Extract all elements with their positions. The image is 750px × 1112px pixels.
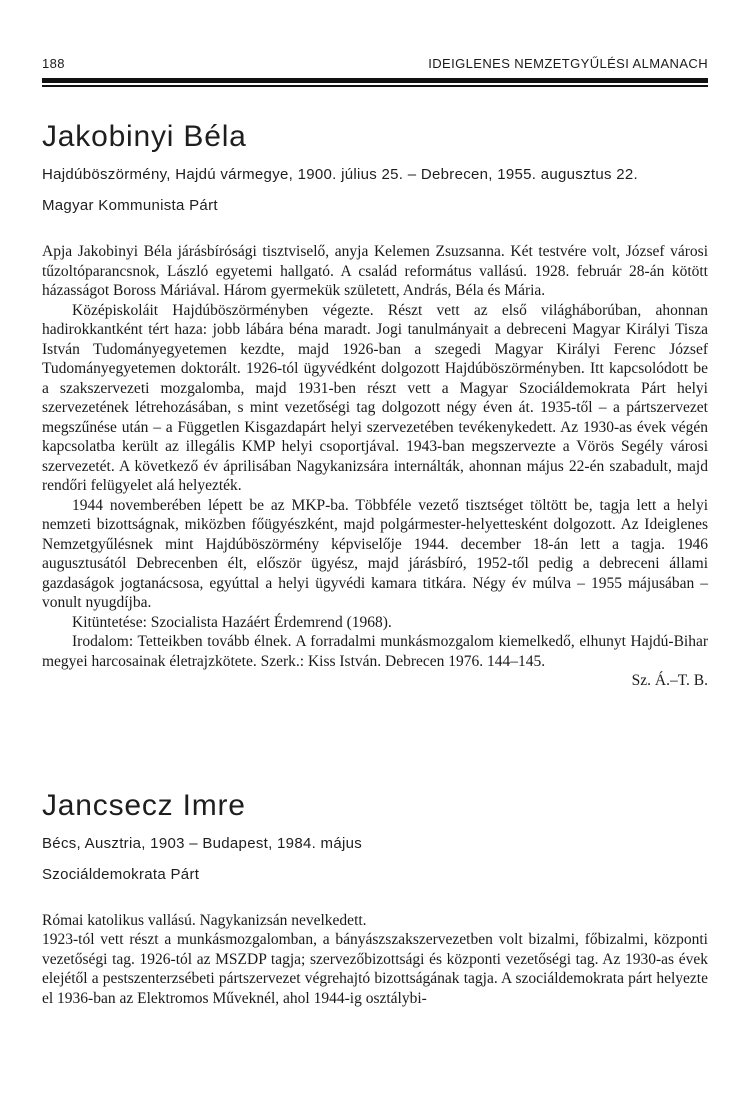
entry-life-dates: Bécs, Ausztria, 1903 – Budapest, 1984. május [42, 834, 363, 852]
bio-paragraph: Római katolikus vallású. Nagykanizsán nevelkedett. [42, 911, 367, 929]
entry-life-dates: Hajdúböszörmény, Hajdú vármegye, 1900. július 25. – Debrecen, 1955. augusztus 22. [42, 166, 639, 183]
entry-biography [42, 911, 708, 1009]
author-initials: Sz. Á.–T. B. [631, 672, 708, 689]
entry-party: Szociáldemokrata Párt [42, 865, 200, 883]
bio-paragraph-literature: Irodalom: Tetteikben tovább élnek. A forradalmi munkásmozgalom kiemelkedő, elhunyt Hajdú-Bihar megyei harcosainak életrajzkötete. Szerk.: Kiss István. Debrecen 1976. 144–145. [42, 633, 708, 670]
bio-paragraph: 1944 novemberében lépett be az MKP-ba. Többféle vezető tisztséget töltött be, tagja lett a helyi nemzeti bizottságnak, miközben főügyészként, majd polgármester-helyettesként dolgozott. Az Ideiglenes Nemzetgyűlésnek mint Hajdúböszörmény képviselője 1944. december 18-án lett a tagja. 1946 augusztusától Debrecenben élt, először ügyész, majd járásbíró, 1952-től pedig a debreceni állami gazdaságok jogtanácsosa, egyúttal a helyi ügyvédi kamara titkára. Négy év múlva – 1955 májusában – vonult nyugdíjba. [42, 496, 708, 611]
entry-party: Magyar Kommunista Párt [42, 197, 218, 214]
page-number: 188 [42, 56, 65, 71]
entry-biography [42, 242, 708, 671]
running-title: IDEIGLENES NEMZETGYŰLÉSI ALMANACH [428, 56, 708, 71]
bio-paragraph: Középiskoláit Hajdúböszörményben végezte. Részt vett az első világháborúban, ahonnan hadirokkantként tért haza: jobb lábára béna maradt. Jogi tanulmányait a debreceni Magyar Királyi Tisza István Tudományegyetemen kezdte, majd 1926-ban a szegedi Magyar Királyi Ferenc József Tudományegyetemen doktorált. 1926-tól ügyvédként dolgozott Hajdúböszörményben. Itt kapcsolódott be a szakszervezeti mozgalomba, majd 1931-ben részt vett a Magyar Szociáldemokrata Párt helyi szervezetének létrehozásában, s mint vezetőségi tag dolgozott négy éven át. 1935-től – a pártszervezet megszűnése után – a Független Kisgazdapárt helyi szervezetében tevékenykedett. Az 1930-as évek végén kapcsolatba került az illegális KMP helyi csoportjával. 1943-ban megszervezte a Vörös Segély városi szervezetét. A következő év áprilisában Nagykanizsára internálták, ahonnan május 22-én szabadult, majd rendőri felügyelet alá helyezték. [42, 301, 708, 494]
entry-jancsecz-imre [42, 789, 708, 1009]
running-header [42, 0, 708, 71]
entry-name: Jakobinyi Béla [42, 120, 247, 153]
entry-name: Jancsecz Imre [42, 788, 246, 822]
bio-paragraph-awards: Kitüntetése: Szocialista Hazáért Érdemrend (1968). [72, 613, 392, 631]
bio-paragraph: Apja Jakobinyi Béla járásbírósági tisztviselő, anyja Kelemen Zsuzsanna. Két testvére volt, József városi tűzoltóparancsnok, László egyetemi hallgató. A család református vallású. 1928. február 28-án kötött házasságot Boross Máriával. Három gyermekük született, András, Béla és Mária. [42, 243, 708, 299]
entry-jakobinyi-bela [42, 120, 708, 691]
bio-paragraph: 1923-tól vett részt a munkásmozgalomban, a bányászszakszervezetben volt bizalmi, főbizalmi, központi vezetőségi tag. 1926-tól az MSZDP tagja; szervezőbizottsági és központi vezetőségi tag. Az 1930-as évek elejétől a pestszenterzsébeti pártszervezet végrehajtó bizottságának tagja. A szociáldemokrata párt helyezte el 1936-ban az Elektromos Műveknél, ahol 1944-ig osztálybi- [42, 931, 708, 1007]
header-rule [42, 78, 708, 87]
